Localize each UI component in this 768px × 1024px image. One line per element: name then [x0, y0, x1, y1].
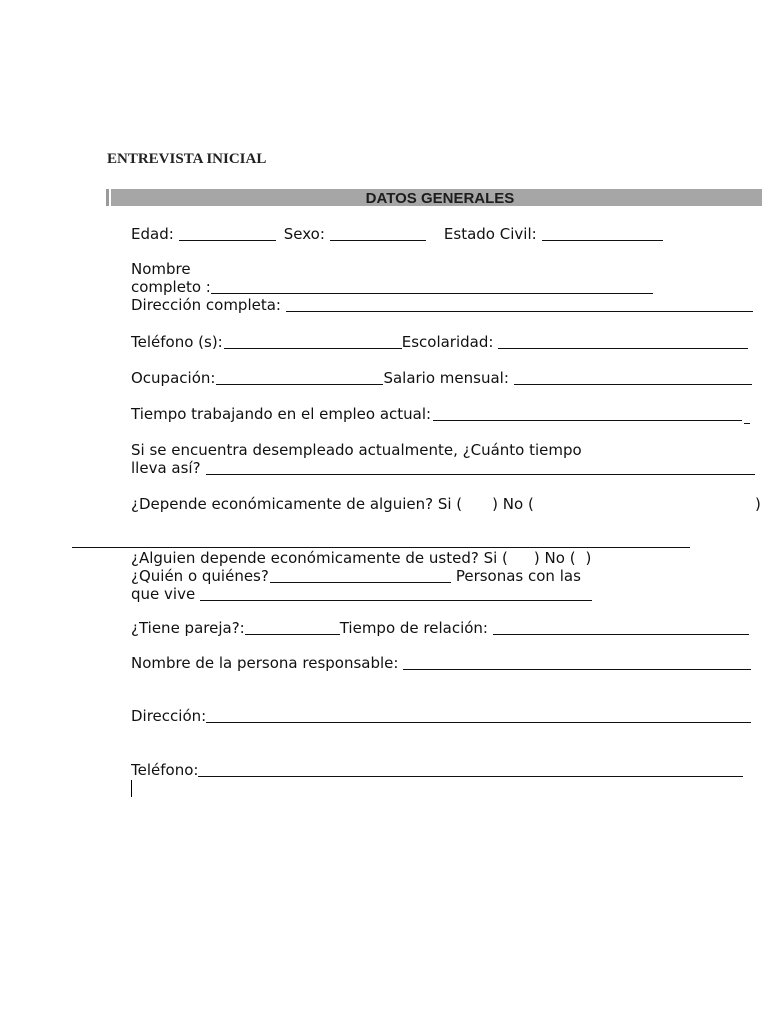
row-ocupacion-salario: [131, 369, 752, 387]
responsable-label: Nombre de la persona responsable:: [131, 654, 399, 672]
quien-label: ¿Quién o quiénes?: [131, 567, 269, 585]
sexo-label: Sexo:: [283, 225, 325, 243]
desempleado-line-1: [131, 441, 582, 459]
sexo-blank: [330, 239, 426, 241]
nombre-completo-label: completo :: [131, 278, 211, 296]
tiempo-trabajando-blank-end: [744, 422, 750, 424]
pareja-blank: [245, 633, 340, 635]
section-header: [111, 189, 762, 206]
escolaridad-blank: [498, 347, 748, 349]
telefono-blank: [198, 775, 743, 777]
nombre-completo-blank: [211, 292, 653, 294]
tiempo-trabajando-blank: [433, 419, 742, 421]
depende-question: ¿Depende económicamente de alguien? Si (: [131, 495, 463, 513]
ocupacion-blank: [216, 383, 383, 385]
alguien-depende-question: ¿Alguien depende económicamente de usted? Si (: [131, 549, 508, 567]
direccion-completa-label: Dirección completa:: [131, 296, 281, 314]
responsable-blank: [403, 668, 751, 670]
direccion-completa-blank: [286, 310, 753, 312]
nombre-line-2: [131, 278, 653, 296]
section-header-edge: [106, 189, 109, 206]
tiempo-trabajando-label: Tiempo trabajando en el empleo actual:: [131, 405, 432, 423]
row-edad-sexo-estado: [131, 225, 663, 243]
tiempo-relacion-label: Tiempo de relación:: [339, 619, 488, 637]
pareja-label: ¿Tiene pareja?:: [131, 619, 245, 637]
que-vive-label: que vive: [131, 585, 196, 603]
tiempo-trabajando-row: [131, 405, 750, 424]
salario-label: Salario mensual:: [383, 369, 509, 387]
responsable-row: [131, 654, 751, 672]
que-vive-row: [131, 585, 592, 603]
estado-civil-blank: [542, 239, 663, 241]
nombre-line-1: [131, 260, 191, 278]
text-cursor: [131, 780, 132, 797]
quien-blank: [270, 581, 451, 583]
personas-con-las-label: Personas con las: [455, 567, 581, 585]
document-title: ENTREVISTA INICIAL: [107, 151, 267, 167]
lleva-asi-blank: [206, 473, 755, 475]
alguien-depende-no: ) No (: [533, 549, 576, 567]
que-vive-blank: [200, 599, 592, 601]
depende-no: ) No (: [492, 495, 534, 513]
telefono-row: [131, 761, 743, 779]
section-header-label: DATOS GENERALES: [365, 190, 515, 207]
telefono-label: Teléfono:: [131, 761, 199, 779]
edad-label: Edad:: [131, 225, 174, 243]
telefono-s-blank: [224, 347, 402, 349]
estado-civil-label: Estado Civil:: [443, 225, 537, 243]
depende-row: [131, 495, 761, 513]
salario-blank: [514, 383, 752, 385]
direccion-completa-row: [131, 296, 753, 314]
lleva-asi-label: lleva así?: [131, 459, 201, 477]
tiempo-relacion-blank: [493, 633, 749, 635]
desempleado-label: Si se encuentra desempleado actualmente, ¿Cuánto tiempo: [131, 441, 582, 459]
row-telefono-escolaridad: [131, 333, 748, 351]
alguien-depende-row: [131, 549, 591, 567]
ocupacion-label: Ocupación:: [131, 369, 216, 387]
alguien-depende-close-paren: ): [585, 549, 592, 567]
separator-line: [72, 547, 690, 548]
quien-row: [131, 567, 581, 585]
escolaridad-label: Escolaridad:: [401, 333, 494, 351]
desempleado-line-2: [131, 459, 755, 477]
telefono-s-label: Teléfono (s):: [131, 333, 223, 351]
pareja-row: [131, 619, 749, 637]
nombre-label: Nombre: [131, 260, 191, 278]
edad-blank: [179, 239, 276, 241]
direccion-blank: [206, 721, 751, 723]
direccion-row: [131, 707, 751, 725]
depende-close-paren: ): [755, 495, 761, 513]
direccion-label: Dirección:: [131, 707, 207, 725]
